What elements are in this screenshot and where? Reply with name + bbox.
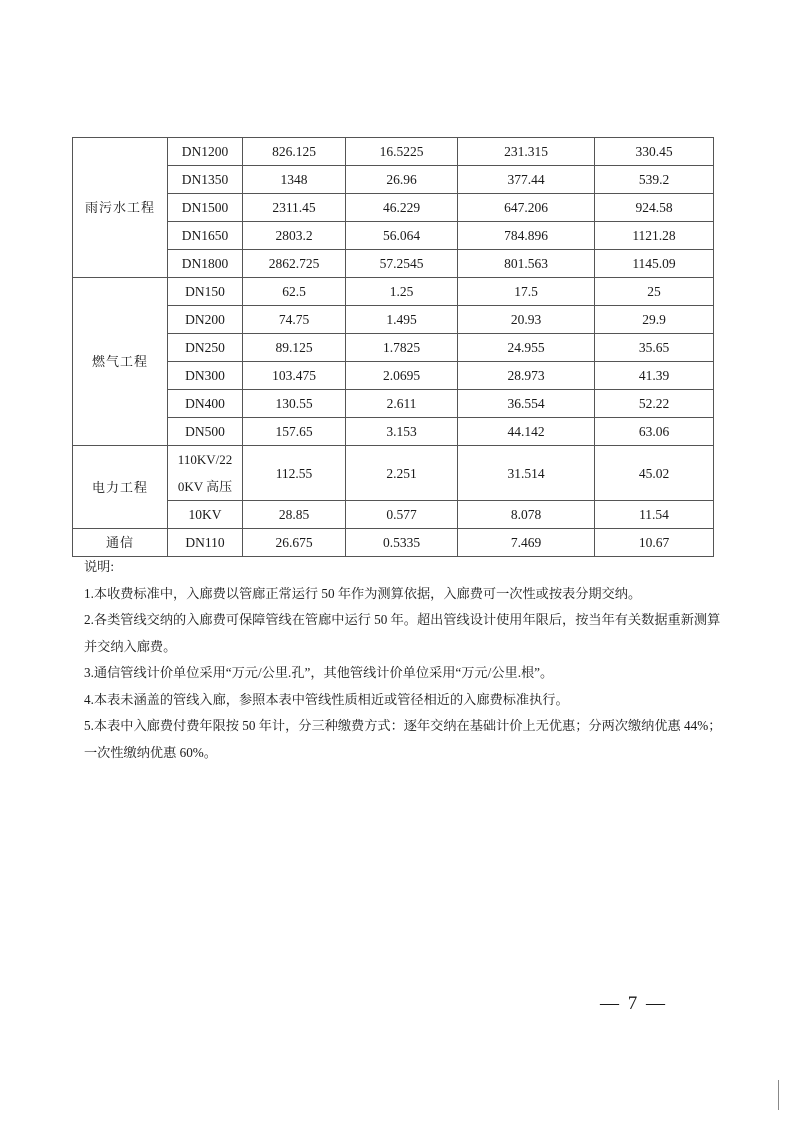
table-row xyxy=(73,418,714,446)
value-cell: 2.251 xyxy=(346,446,458,501)
value-cell: 1121.28 xyxy=(595,222,714,250)
value-cell: 31.514 xyxy=(458,446,595,501)
value-cell: 647.206 xyxy=(458,194,595,222)
table-row xyxy=(73,278,714,306)
value-cell: 16.5225 xyxy=(346,138,458,166)
table-row xyxy=(73,529,714,557)
value-cell: 26.675 xyxy=(243,529,346,557)
value-cell: 1348 xyxy=(243,166,346,194)
value-cell: 28.85 xyxy=(243,501,346,529)
spec-cell: DN1500 xyxy=(168,194,243,222)
value-cell: 20.93 xyxy=(458,306,595,334)
value-cell: 26.96 xyxy=(346,166,458,194)
spec-cell: DN200 xyxy=(168,306,243,334)
table-row xyxy=(73,501,714,529)
table-row xyxy=(73,222,714,250)
value-cell: 2.0695 xyxy=(346,362,458,390)
value-cell: 35.65 xyxy=(595,334,714,362)
spec-cell: DN1800 xyxy=(168,250,243,278)
value-cell: 924.58 xyxy=(595,194,714,222)
value-cell: 2311.45 xyxy=(243,194,346,222)
value-cell: 2.611 xyxy=(346,390,458,418)
value-cell: 74.75 xyxy=(243,306,346,334)
spec-cell: DN1350 xyxy=(168,166,243,194)
value-cell: 377.44 xyxy=(458,166,595,194)
spec-line: 0KV 高压 xyxy=(177,479,233,494)
spec-cell: DN150 xyxy=(168,278,243,306)
table-row xyxy=(73,390,714,418)
note-item: 2.各类管线交纳的入廊费可保障管线在管廊中运行 50 年。超出管线设计使用年限后，按当年有关数据重新测算并交纳入廊费。 xyxy=(84,612,721,654)
spec-cell: DN250 xyxy=(168,334,243,362)
spec-cell xyxy=(168,446,243,501)
table-row xyxy=(73,194,714,222)
value-cell: 231.315 xyxy=(458,138,595,166)
value-cell: 11.54 xyxy=(595,501,714,529)
value-cell: 25 xyxy=(595,278,714,306)
value-cell: 10.67 xyxy=(595,529,714,557)
value-cell: 44.142 xyxy=(458,418,595,446)
value-cell: 157.65 xyxy=(243,418,346,446)
value-cell: 41.39 xyxy=(595,362,714,390)
spec-cell: 10KV xyxy=(168,501,243,529)
scan-edge-mark xyxy=(778,1080,779,1110)
notes-heading: 说明: xyxy=(84,559,115,574)
value-cell: 62.5 xyxy=(243,278,346,306)
table-row xyxy=(73,250,714,278)
value-cell: 539.2 xyxy=(595,166,714,194)
value-cell: 2862.725 xyxy=(243,250,346,278)
spec-cell: DN400 xyxy=(168,390,243,418)
value-cell: 52.22 xyxy=(595,390,714,418)
notes-section xyxy=(84,554,724,766)
value-cell: 46.229 xyxy=(346,194,458,222)
table-row xyxy=(73,138,714,166)
value-cell: 8.078 xyxy=(458,501,595,529)
value-cell: 7.469 xyxy=(458,529,595,557)
value-cell: 784.896 xyxy=(458,222,595,250)
value-cell: 130.55 xyxy=(243,390,346,418)
spec-line: 110KV/22 xyxy=(177,452,233,467)
category-cell: 通信 xyxy=(73,529,168,557)
table-row xyxy=(73,446,714,501)
value-cell: 0.5335 xyxy=(346,529,458,557)
spec-cell: DN500 xyxy=(168,418,243,446)
value-cell: 24.955 xyxy=(458,334,595,362)
value-cell: 56.064 xyxy=(346,222,458,250)
value-cell: 0.577 xyxy=(346,501,458,529)
category-cell: 电力工程 xyxy=(73,446,168,529)
value-cell: 112.55 xyxy=(243,446,346,501)
value-cell: 28.973 xyxy=(458,362,595,390)
category-cell: 燃气工程 xyxy=(73,278,168,446)
page-number: — 7 — xyxy=(600,993,667,1014)
value-cell: 36.554 xyxy=(458,390,595,418)
category-cell: 雨污水工程 xyxy=(73,138,168,278)
value-cell: 57.2545 xyxy=(346,250,458,278)
value-cell: 1.495 xyxy=(346,306,458,334)
note-item: 5.本表中入廊费付费年限按 50 年计，分三种缴费方式：逐年交纳在基础计价上无优惠；分两次缴纳优惠 44%；一次性缴纳优惠 60%。 xyxy=(84,718,722,760)
table-row xyxy=(73,362,714,390)
table-row xyxy=(73,166,714,194)
spec-cell: DN110 xyxy=(168,529,243,557)
spec-cell: DN1200 xyxy=(168,138,243,166)
value-cell: 17.5 xyxy=(458,278,595,306)
value-cell: 1.7825 xyxy=(346,334,458,362)
value-cell: 1145.09 xyxy=(595,250,714,278)
fee-table xyxy=(72,137,714,557)
value-cell: 89.125 xyxy=(243,334,346,362)
value-cell: 3.153 xyxy=(346,418,458,446)
note-item: 4.本表未涵盖的管线入廊，参照本表中管线性质相近或管径相近的入廊费标准执行。 xyxy=(84,691,569,707)
note-item: 3.通信管线计价单位采用“万元/公里.孔”，其他管线计价单位采用“万元/公里.根”。 xyxy=(84,665,554,680)
table-row xyxy=(73,306,714,334)
value-cell: 45.02 xyxy=(595,446,714,501)
value-cell: 63.06 xyxy=(595,418,714,446)
note-item: 1.本收费标准中，入廊费以管廊正常运行 50 年作为测算依据，入廊费可一次性或按表分期交纳。 xyxy=(84,585,642,601)
value-cell: 1.25 xyxy=(346,278,458,306)
spec-cell: DN1650 xyxy=(168,222,243,250)
value-cell: 330.45 xyxy=(595,138,714,166)
value-cell: 29.9 xyxy=(595,306,714,334)
spec-cell: DN300 xyxy=(168,362,243,390)
value-cell: 801.563 xyxy=(458,250,595,278)
table-row xyxy=(73,334,714,362)
value-cell: 103.475 xyxy=(243,362,346,390)
value-cell: 2803.2 xyxy=(243,222,346,250)
value-cell: 826.125 xyxy=(243,138,346,166)
